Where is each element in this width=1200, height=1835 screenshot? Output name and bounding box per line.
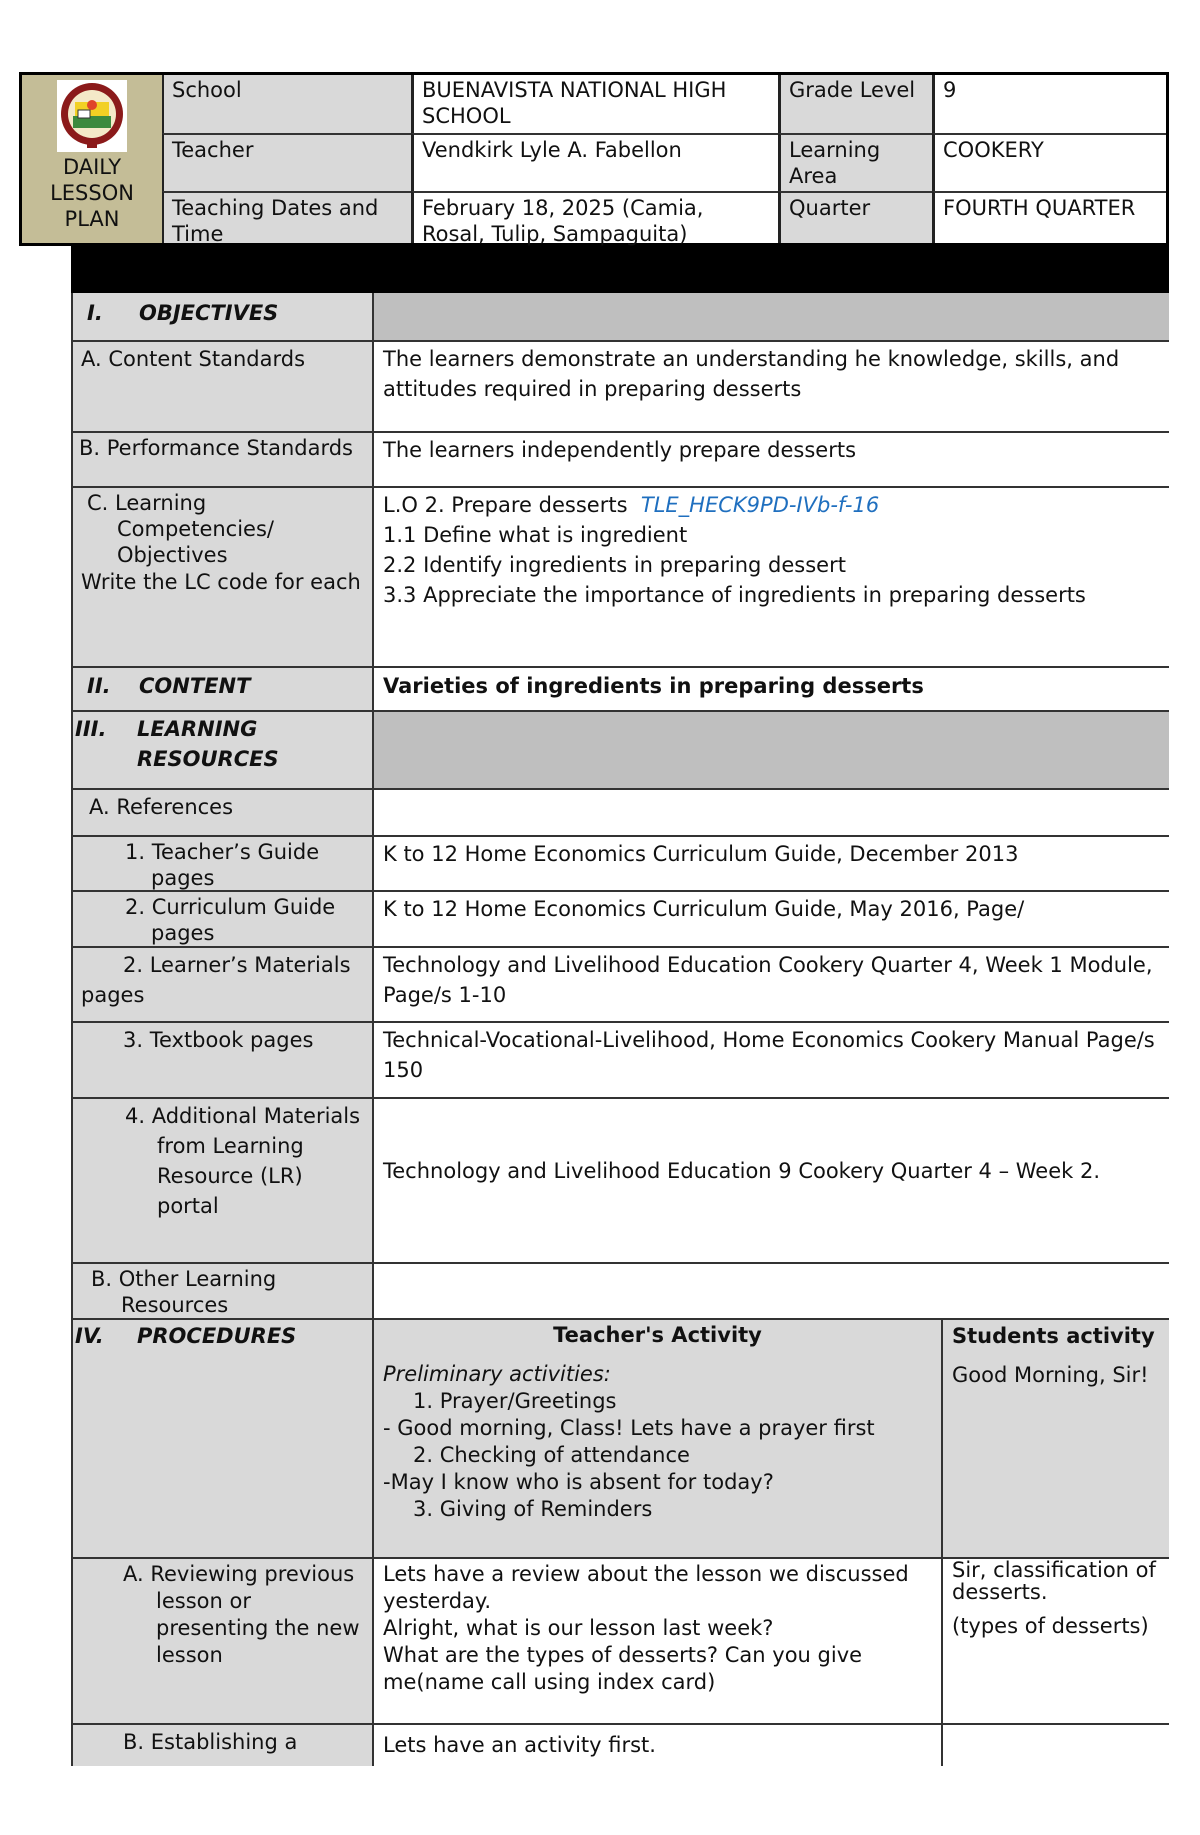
learning-area-value: COOKERY: [932, 133, 1166, 191]
teacher-value: Vendkirk Lyle A. Fabellon: [411, 133, 778, 191]
learning-area-label: Learning Area: [778, 133, 932, 191]
teacher-activity-preliminary: [374, 1320, 943, 1557]
references-label: A. References: [73, 790, 374, 835]
students-activity-preliminary: [943, 1320, 1169, 1557]
learning-resources-section-row: [73, 710, 1169, 788]
content-standards-row: [73, 340, 1169, 431]
competency-item: 3.3 Appreciate the importance of ingredients in preparing desserts: [383, 583, 1086, 607]
learners-materials-value: Technology and Livelihood Education Cookery Quarter 4, Week 1 Module, Page/s 1-10: [374, 948, 1169, 1021]
preliminary-item: 1. Prayer/Greetings: [413, 1389, 617, 1413]
references-value: [374, 790, 1169, 835]
teaching-dates-value: February 18, 2025 (Camia, Rosal, Tulip, Sampaguita): [411, 191, 778, 243]
preliminary-item: 2. Checking of attendance: [413, 1443, 690, 1467]
content-standards-label: A. Content Standards: [73, 342, 374, 431]
school-label: School: [162, 75, 411, 133]
learning-objective: L.O 2. Prepare desserts: [383, 493, 628, 517]
textbook-row: [73, 1021, 1169, 1097]
daily-lesson-plan-title: [22, 154, 162, 232]
textbook-value: Technical-Vocational-Livelihood, Home Economics Cookery Manual Page/s 150: [374, 1023, 1169, 1097]
other-resources-label: B. Other Learning Resources: [73, 1264, 374, 1318]
lc-code: TLE_HECK9PD-IVb-f-16: [640, 493, 880, 517]
teachers-guide-value: K to 12 Home Economics Curriculum Guide, December 2013: [374, 837, 1169, 890]
performance-standards-value: The learners independently prepare desserts: [374, 433, 1169, 486]
section-title: LEARNING RESOURCES: [137, 717, 279, 771]
teacher-line: What are the types of desserts? Can you give me(name call using index card): [383, 1643, 863, 1694]
learning-resources-shade: [374, 712, 1169, 788]
lc-code-note: Write the LC code for each: [81, 570, 361, 594]
learning-competencies-label: C. Learning Competencies/ Objectives: [87, 491, 274, 567]
competency-item: 2.2 Identify ingredients in preparing dessert: [383, 553, 846, 577]
performance-standards-label: B. Performance Standards: [73, 433, 374, 486]
black-divider-bar: [71, 246, 1169, 293]
textbook-label: 3. Textbook pages: [73, 1023, 374, 1097]
curriculum-guide-label: 2. Curriculum Guide pages: [73, 892, 374, 946]
school-value: BUENAVISTA NATIONAL HIGH SCHOOL: [411, 75, 778, 133]
teacher-line: Alright, what is our lesson last week?: [383, 1616, 774, 1640]
reviewing-lesson-teacher: [374, 1559, 943, 1723]
teacher-activity-header: Teacher's Activity: [553, 1323, 762, 1347]
establishing-purpose-student: [943, 1725, 1169, 1766]
teachers-guide-row: [73, 835, 1169, 890]
preliminary-title: Preliminary activities:: [383, 1362, 611, 1386]
grade-level-label: Grade Level: [778, 75, 932, 133]
curriculum-guide-value: K to 12 Home Economics Curriculum Guide, May 2016, Page/: [374, 892, 1169, 946]
objectives-section-row: [73, 293, 1169, 340]
procedures-section-row: [73, 1318, 1169, 1557]
reviewing-lesson-row: [73, 1557, 1169, 1723]
quarter-value: FOURTH QUARTER: [932, 191, 1166, 243]
teachers-guide-label: 1. Teacher’s Guide pages: [73, 837, 374, 890]
preliminary-line: -May I know who is absent for today?: [383, 1470, 774, 1494]
logo-cell: [22, 75, 162, 243]
objectives-heading: [73, 293, 374, 340]
other-resources-value: [374, 1264, 1169, 1318]
section-title: PROCEDURES: [137, 1324, 297, 1348]
lesson-plan-body: [71, 293, 1169, 1766]
establishing-purpose-row: [73, 1723, 1169, 1766]
section-number: II.: [87, 674, 111, 698]
additional-materials-row: [73, 1097, 1169, 1262]
learners-materials-row: [73, 946, 1169, 1021]
learning-resources-heading: [73, 712, 374, 788]
performance-standards-row: [73, 431, 1169, 486]
section-number: IV.: [75, 1324, 104, 1348]
title-line: PLAN: [64, 207, 120, 231]
student-line: Sir, classification of desserts.: [952, 1558, 1156, 1604]
references-row: [73, 788, 1169, 835]
content-value: Varieties of ingredients in preparing desserts: [374, 668, 1169, 710]
section-title: OBJECTIVES: [139, 301, 279, 325]
section-number: I.: [87, 301, 103, 325]
section-title: CONTENT: [139, 674, 251, 698]
procedures-heading: [73, 1320, 374, 1557]
student-line: (types of desserts): [952, 1614, 1149, 1638]
objectives-shade: [374, 293, 1169, 340]
establishing-purpose-teacher: [374, 1725, 943, 1766]
quarter-label: Quarter: [778, 191, 932, 243]
other-resources-row: [73, 1262, 1169, 1318]
content-section-row: [73, 666, 1169, 710]
teacher-label: Teacher: [162, 133, 411, 191]
learning-competencies-value: [374, 488, 1169, 666]
content-heading: [73, 668, 374, 710]
content-standards-value: The learners demonstrate an understanding he knowledge, skills, and attitudes required in preparing desserts: [374, 342, 1169, 431]
additional-materials-label: 4. Additional Materials from Learning Resource (LR) portal: [73, 1099, 374, 1262]
curriculum-guide-row: [73, 890, 1169, 946]
title-line: LESSON: [50, 181, 134, 205]
learning-competencies-row: [73, 486, 1169, 666]
school-seal-icon: [57, 80, 127, 152]
additional-materials-value: Technology and Livelihood Education 9 Cookery Quarter 4 – Week 2.: [383, 1158, 1101, 1183]
reviewing-lesson-student: [943, 1559, 1169, 1723]
teacher-line: Lets have a review about the lesson we discussed yesterday.: [383, 1562, 909, 1613]
lesson-plan-header: [19, 72, 1169, 246]
students-activity-header: Students activity: [952, 1324, 1155, 1348]
teaching-dates-label: Teaching Dates and Time: [162, 191, 411, 243]
student-response: Good Morning, Sir!: [952, 1363, 1149, 1387]
establishing-purpose-label: B. Establishing a: [73, 1725, 374, 1766]
reviewing-lesson-label: A. Reviewing previous lesson or presenting the new lesson: [73, 1559, 374, 1723]
teacher-line: Lets have an activity first.: [383, 1733, 656, 1757]
title-line: DAILY: [62, 155, 122, 179]
additional-materials-value-cell: [374, 1099, 1169, 1262]
learners-materials-label: 2. Learner’s Materials pages: [73, 948, 374, 1021]
grade-level-value: 9: [932, 75, 1166, 133]
preliminary-line: - Good morning, Class! Lets have a prayer first: [383, 1416, 875, 1440]
preliminary-item: 3. Giving of Reminders: [413, 1497, 653, 1521]
learning-competencies-label-cell: [73, 488, 374, 666]
competency-item: 1.1 Define what is ingredient: [383, 523, 688, 547]
section-number: III.: [75, 717, 107, 741]
